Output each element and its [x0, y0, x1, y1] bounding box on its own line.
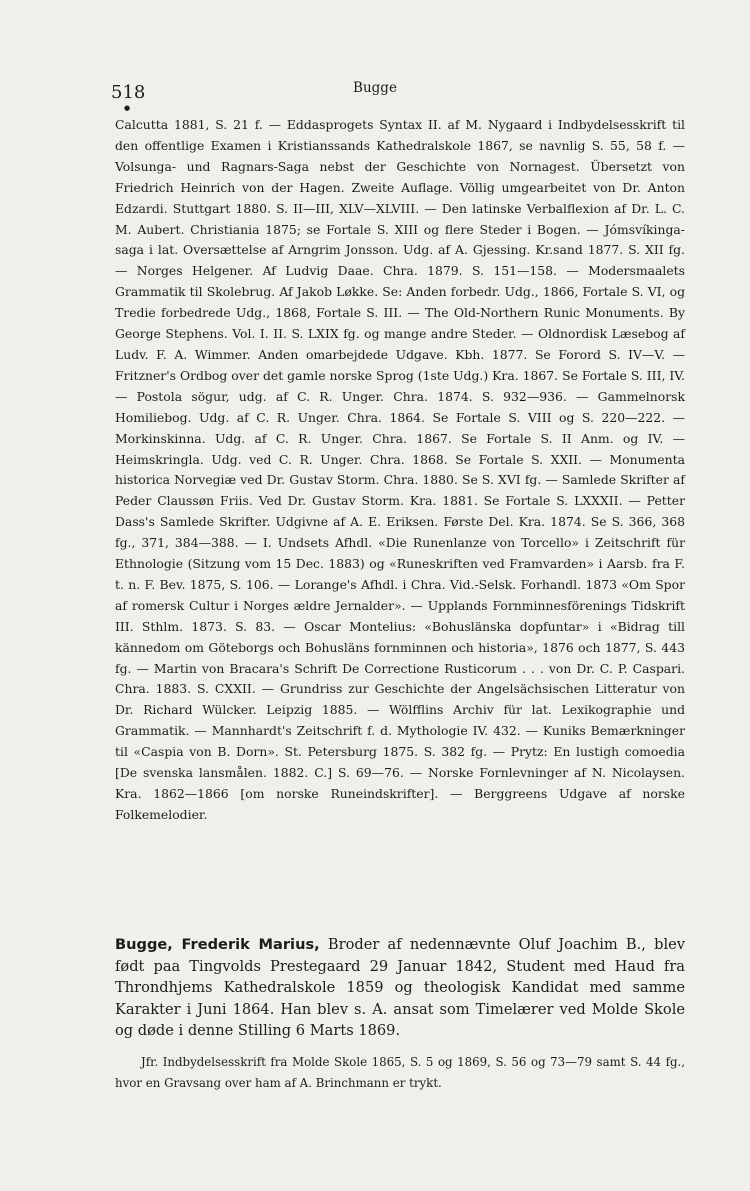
entry-name: Bugge, Frederik Marius, — [115, 936, 320, 953]
biography-entry — [115, 934, 685, 1042]
entry-text: Broder af nedennævnte Oluf Joachim B., blev født paa Tingvolds Prestegaard 29 Januar 1842, Student med Haud fra Throndhjems Kathedralskole 1859 og theologisk Kandidat med samme Karakter i Juni 1864. Han blev s. A. ansat som Timelærer ved Molde Skole og døde i denne Stilling 6 Marts 1869. — [115, 936, 685, 1040]
page-number: 518 — [111, 82, 146, 103]
bullet-mark: ● — [124, 104, 131, 112]
running-head: Bugge — [353, 80, 397, 96]
reference-note: Jfr. Indbydelsesskrift fra Molde Skole 1865, S. 5 og 1869, S. 56 og 73—79 samt S. 44 fg., hvor en Gravsang over ham af A. Brinchmann er trykt. — [115, 1055, 685, 1090]
bibliography-paragraph: Calcutta 1881, S. 21 f. — Eddasprogets Syntax II. af M. Nygaard i Indbydelsesskrift til den offentlige Examen i Kristianssands Kathedralskole 1867, se navnlig S. 55, 58 f. — Volsunga- und Ragnars-Saga nebst der Geschichte von Nornagest. Übersetzt von Friedrich Heinrich von der Hagen. Zweite Auflage. Völlig umgearbeitet von Dr. Anton Edzardi. Stuttgart 1880. S. II—III, XLV—XLVIII. — Den latinske Verbalflexion af Dr. L. C. M. Aubert. Christiania 1875; se Fortale S. XIII og flere Steder i Bogen. — Jómsvíkinga-saga i lat. Oversættelse af Arngrim Jonsson. Udg. af A. Gjessing. Kr.sand 1877. S. XII fg. — Norges Helgener. Af Ludvig Daae. Chra. 1879. S. 151—158. — Modersmaalets Grammatik til Skolebrug. Af Jakob Løkke. Se: Anden forbedr. Udg., 1866, Fortale S. VI, og Tredie forbedrede Udg., 1868, Fortale S. III. — The Old-Northern Runic Monuments. By George Stephens. Vol. I. II. S. LXIX fg. og mange andre Steder. — Oldnordisk Læsebog af Ludv. F. A. Wimmer. Anden omarbejdede Udgave. Kbh. 1877. Se Forord S. IV—V. — Fritzner's Ordbog over det gamle norske Sprog (1ste Udg.) Kra. 1867. Se Fortale S. III, IV. — Postola sögur, udg. af C. R. Unger. Chra. 1874. S. 932—936. — Gammelnorsk Homiliebog. Udg. af C. R. Unger. Chra. 1864. Se Fortale S. VIII og S. 220—222. — Morkinskinna. Udg. af C. R. Unger. Chra. 1867. Se Fortale S. II Anm. og IV. — Heimskringla. Udg. ved C. R. Unger. Chra. 1868. Se Fortale S. XXII. — Monumenta historica Norvegiæ ved Dr. Gustav Storm. Chra. 1880. Se S. XVI fg. — Samlede Skrifter af Peder Claussøn Friis. Ved Dr. Gustav Storm. Kra. 1881. Se Fortale S. LXXXII. — Petter Dass's Samlede Skrifter. Udgivne af A. E. Eriksen. Første Del. Kra. 1874. Se S. 366, 368 fg., 371, 384—388. — I. Undsets Afhdl. «Die Runenlanze von Torcello» i Zeitschrift für Ethnologie (Sitzung vom 15 Dec. 1883) og «Runeskriften ved Framvarden» i Aarsb. fra F. t. n. F. Bev. 1875, S. 106. — Lorange's Afhdl. i Chra. Vid.-Selsk. Forhandl. 1873 «Om Spor af romersk Cultur i Norges ældre Jernalder». — Upplands Fornminnesförenings Tidskrift III. Sthlm. 1873. S. 83. — Oscar Montelius: «Bohuslänska dopfuntar» i «Bidrag till kännedom om Göteborgs och Bohusläns fornminnen och historia», 1876 och 1877, S. 443 fg. — Martin von Bracara's Schrift De Correctione Rusticorum . . . von Dr. C. P. Caspari. Chra. 1883. S. CXXII. — Grundriss zur Geschichte der Angelsächsischen Litteratur von Dr. Richard Wülcker. Leipzig 1885. — Wölfflins Archiv für lat. Lexikographie und Grammatik. — Mannhardt's Zeitschrift f. d. Mythologie IV. 432. — Kuniks Bemærkninger til «Caspia von B. Dorn». St. Petersburg 1875. S. 382 fg. — Prytz: En lustigh comoedia [De svenska lansmålen. 1882. C.] S. 69—76. — Norske Fornlevninger af N. Nicolaysen. Kra. 1862—1866 [om norske Runeindskrifter]. — Berggreens Udgave af norske Folkemelodier. — [115, 117, 685, 822]
